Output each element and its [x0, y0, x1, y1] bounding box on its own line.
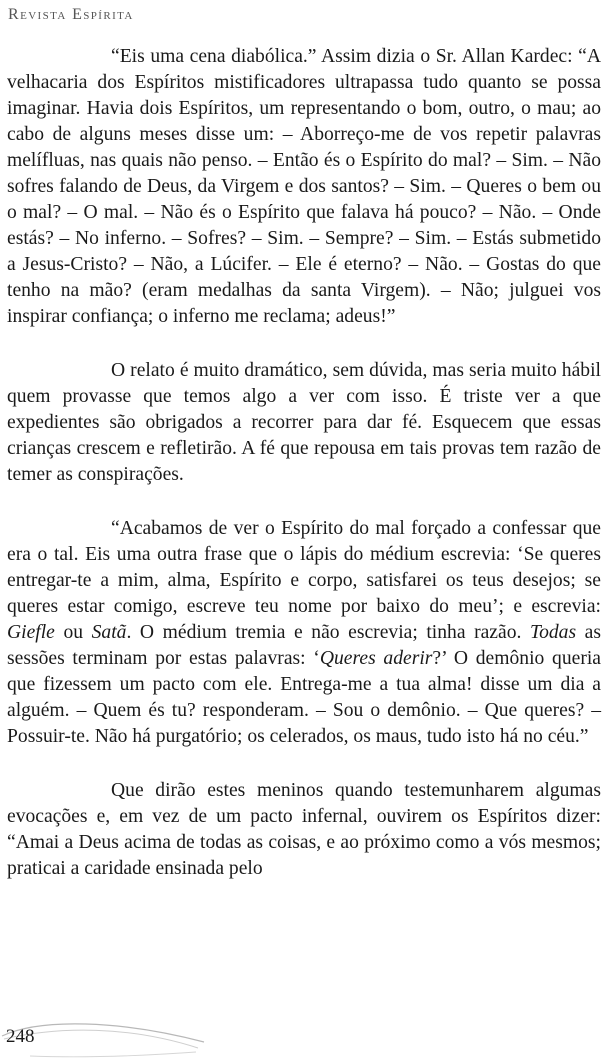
italic-term: Satã [91, 622, 127, 643]
italic-term: Queres aderir [319, 648, 433, 669]
text-segment: ?’ O demônio queria que fizessem um pacto com ele. Entrega-me a tua alma! disse um dia a alguém. – Quem és tu? responderam. – Sou o demônio. – Que queres? – Possuir-te. Não há purgatório; os celerados, os maus, tudo isto há no céu.” [7, 648, 602, 747]
article-body [7, 44, 601, 882]
text-segment: “Eis uma cena diabólica.” Assim dizia o Sr. Allan Kardec: “A velhacaria dos Espíritos mistificadores ultrapassa tudo quanto se possa imaginar. Havia dois Espíritos, um representando o bom, outro, o mau; ao cabo de alguns meses disse um: – Aborreço-me de vos repetir palavras melífluas, nas quais não penso. – Então és o Espírito do mal? – Sim. – Não sofres falando de Deus, da Virgem e dos santos? – Sim. – Queres o bem ou o mal? – O mal. – Não és o Espírito que falava há pouco? – Não. – Onde estás? – No inferno. – Sofres? – Sim. – Sempre? – Sim. – Estás submetido a Jesus-Cristo? – Não, a Lúcifer. – Ele é eterno? – Não. – Gostas do que tenho na mão? (eram medalhas da santa Virgem). – Não; julguei vos inspirar confiança; o inferno me reclama; adeus!” [7, 46, 601, 327]
text-segment: Que dirão estes meninos quando testemunharem algumas evocações e, em vez de um pacto infernal, ouvirem os Espíritos dizer: “Amai a Deus acima de todas as coisas, e ao próximo como a vós mesmos; praticai a caridade ensinada pelo [7, 780, 601, 879]
page-number: 248 [6, 1026, 35, 1047]
text-segment: O relato é muito dramático, sem dúvida, mas seria muito hábil quem provasse que temos algo a ver com isso. É triste ver a que expedientes são obrigados a recorrer para dar fé. Esquecem que essas crianças crescem e refletirão. A fé que repousa em tais provas tem razão de temer as conspirações. [7, 360, 601, 485]
text-segment: ou [54, 622, 92, 643]
paragraph [7, 778, 601, 882]
running-head: Revista Espírita [8, 6, 134, 23]
italic-term: Todas [529, 622, 577, 643]
paragraph [7, 358, 601, 488]
text-segment: “Acabamos de ver o Espírito do mal forçado a confessar que era o tal. Eis uma outra frase que o lápis do médium escrevia: ‘Se queres entregar-te a mim, alma, Espírito e corpo, satisfarei os teus desejos; se queres estar comigo, escreve teu nome por baixo do meu’; e escrevia: [7, 518, 601, 617]
paragraph [7, 44, 601, 330]
italic-term: Giefle [7, 622, 55, 643]
text-segment: . O médium tremia e não escrevia; tinha razão. [126, 622, 530, 643]
paragraph [7, 516, 601, 750]
text-segment: as sessões terminam por estas palavras: ‘ [7, 622, 601, 669]
